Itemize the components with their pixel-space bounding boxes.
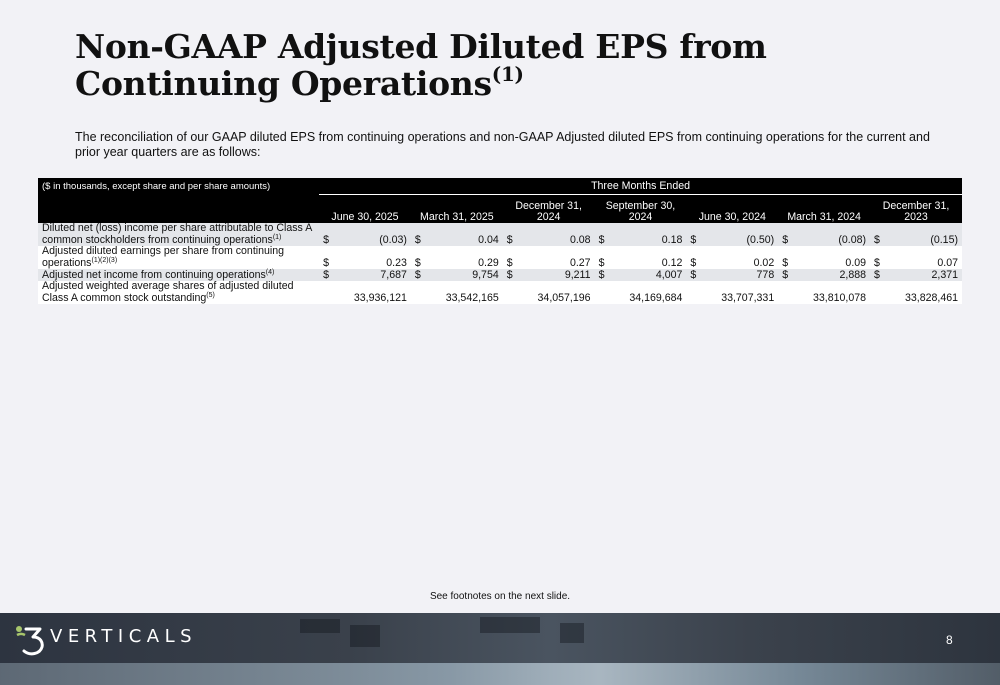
value-cell: (0.08): [792, 223, 870, 246]
table-row: [38, 246, 962, 269]
currency-symbol: [595, 281, 609, 304]
value-cell: 0.27: [517, 246, 595, 269]
footer-background-tile: [560, 623, 584, 643]
value-cell: 0.04: [425, 223, 503, 246]
currency-symbol: $: [503, 246, 517, 269]
currency-symbol: $: [503, 269, 517, 281]
currency-symbol: $: [411, 246, 425, 269]
column-header: June 30, 2025: [319, 194, 411, 223]
table-header-row-1: [38, 178, 962, 194]
footer-background-tile: [300, 619, 340, 633]
value-cell: 4,007: [609, 269, 687, 281]
currency-symbol: $: [503, 223, 517, 246]
row-label-text: Adjusted weighted average shares of adjusted diluted Class A common stock outstanding: [42, 280, 294, 304]
currency-symbol: $: [778, 246, 792, 269]
column-header: December 31, 2024: [503, 194, 595, 223]
value-cell: 33,828,461: [884, 281, 962, 304]
footer-banner: [0, 613, 1000, 685]
table-header-row-2: [38, 194, 962, 223]
currency-symbol: $: [319, 269, 333, 281]
column-header: September 30, 2024: [595, 194, 687, 223]
page-number: 8: [946, 633, 953, 647]
value-cell: 2,888: [792, 269, 870, 281]
row-label: [38, 246, 319, 269]
value-cell: (0.03): [333, 223, 411, 246]
currency-symbol: [870, 281, 884, 304]
value-cell: 0.12: [609, 246, 687, 269]
value-cell: 34,057,196: [517, 281, 595, 304]
intro-paragraph: The reconciliation of our GAAP diluted EPS from continuing operations and non-GAAP Adjusted diluted EPS from continuing operations for the current and prior year quarters are as follows:: [75, 130, 930, 159]
header-spacer: [38, 194, 319, 223]
row-footnote-marker: (5): [206, 291, 215, 299]
value-cell: 33,707,331: [700, 281, 778, 304]
value-cell: 7,687: [333, 269, 411, 281]
value-cell: (0.15): [884, 223, 962, 246]
eps-reconciliation-table: [38, 178, 962, 304]
currency-symbol: $: [778, 269, 792, 281]
unit-note: ($ in thousands, except share and per share amounts): [38, 178, 319, 194]
row-label-text: Diluted net (loss) income per share attributable to Class A common stockholders from continuing operations: [42, 222, 312, 246]
value-cell: 9,211: [517, 269, 595, 281]
slide-title: [75, 28, 935, 102]
currency-symbol: $: [595, 246, 609, 269]
currency-symbol: $: [411, 223, 425, 246]
row-footnote-marker: (4): [265, 268, 275, 276]
i3-logo-icon: [14, 623, 46, 657]
row-label-text: Adjusted diluted earnings per share from continuing operations: [42, 245, 285, 269]
currency-symbol: $: [595, 269, 609, 281]
value-cell: 34,169,684: [609, 281, 687, 304]
currency-symbol: $: [778, 223, 792, 246]
value-cell: 778: [700, 269, 778, 281]
currency-symbol: $: [870, 246, 884, 269]
footer-background-tile: [480, 617, 540, 633]
slide-title-line2-text: Continuing Operations: [75, 64, 492, 103]
value-cell: (0.50): [700, 223, 778, 246]
logo-wordmark: VERTICALS: [50, 626, 198, 647]
table-row: [38, 223, 962, 246]
value-cell: 0.07: [884, 246, 962, 269]
value-cell: 2,371: [884, 269, 962, 281]
footer-glow: [0, 663, 1000, 685]
currency-symbol: $: [411, 269, 425, 281]
value-cell: 0.09: [792, 246, 870, 269]
column-header: March 31, 2024: [778, 194, 870, 223]
value-cell: 0.18: [609, 223, 687, 246]
period-header: Three Months Ended: [319, 178, 962, 194]
currency-symbol: $: [319, 246, 333, 269]
currency-symbol: $: [870, 269, 884, 281]
slide-title-line2: [75, 62, 935, 103]
currency-symbol: [411, 281, 425, 304]
footer-background-tile: [350, 625, 380, 647]
currency-symbol: $: [595, 223, 609, 246]
value-cell: 0.29: [425, 246, 503, 269]
currency-symbol: [503, 281, 517, 304]
currency-symbol: [778, 281, 792, 304]
column-header: June 30, 2024: [686, 194, 778, 223]
row-footnote-marker: (1): [272, 233, 282, 241]
currency-symbol: $: [686, 246, 700, 269]
title-footnote-marker: (1): [491, 62, 524, 86]
value-cell: 33,542,165: [425, 281, 503, 304]
row-label: [38, 223, 319, 246]
table-row: [38, 281, 962, 304]
currency-symbol: [686, 281, 700, 304]
currency-symbol: $: [686, 269, 700, 281]
row-footnote-marker: (1)(2)(3): [91, 256, 118, 264]
value-cell: 33,936,121: [333, 281, 411, 304]
row-label-text: Adjusted net income from continuing operations: [42, 268, 266, 281]
currency-symbol: $: [870, 223, 884, 246]
table-body: [38, 223, 962, 304]
footnote-reference: See footnotes on the next slide.: [429, 591, 571, 602]
value-cell: 0.23: [333, 246, 411, 269]
currency-symbol: [319, 281, 333, 304]
value-cell: 33,810,078: [792, 281, 870, 304]
currency-symbol: $: [319, 223, 333, 246]
row-label: [38, 281, 319, 304]
value-cell: 0.02: [700, 246, 778, 269]
value-cell: 9,754: [425, 269, 503, 281]
currency-symbol: $: [686, 223, 700, 246]
value-cell: 0.08: [517, 223, 595, 246]
slide-title-line1: Non-GAAP Adjusted Diluted EPS from: [75, 27, 767, 66]
column-header: March 31, 2025: [411, 194, 503, 223]
column-header: December 31, 2023: [870, 194, 962, 223]
